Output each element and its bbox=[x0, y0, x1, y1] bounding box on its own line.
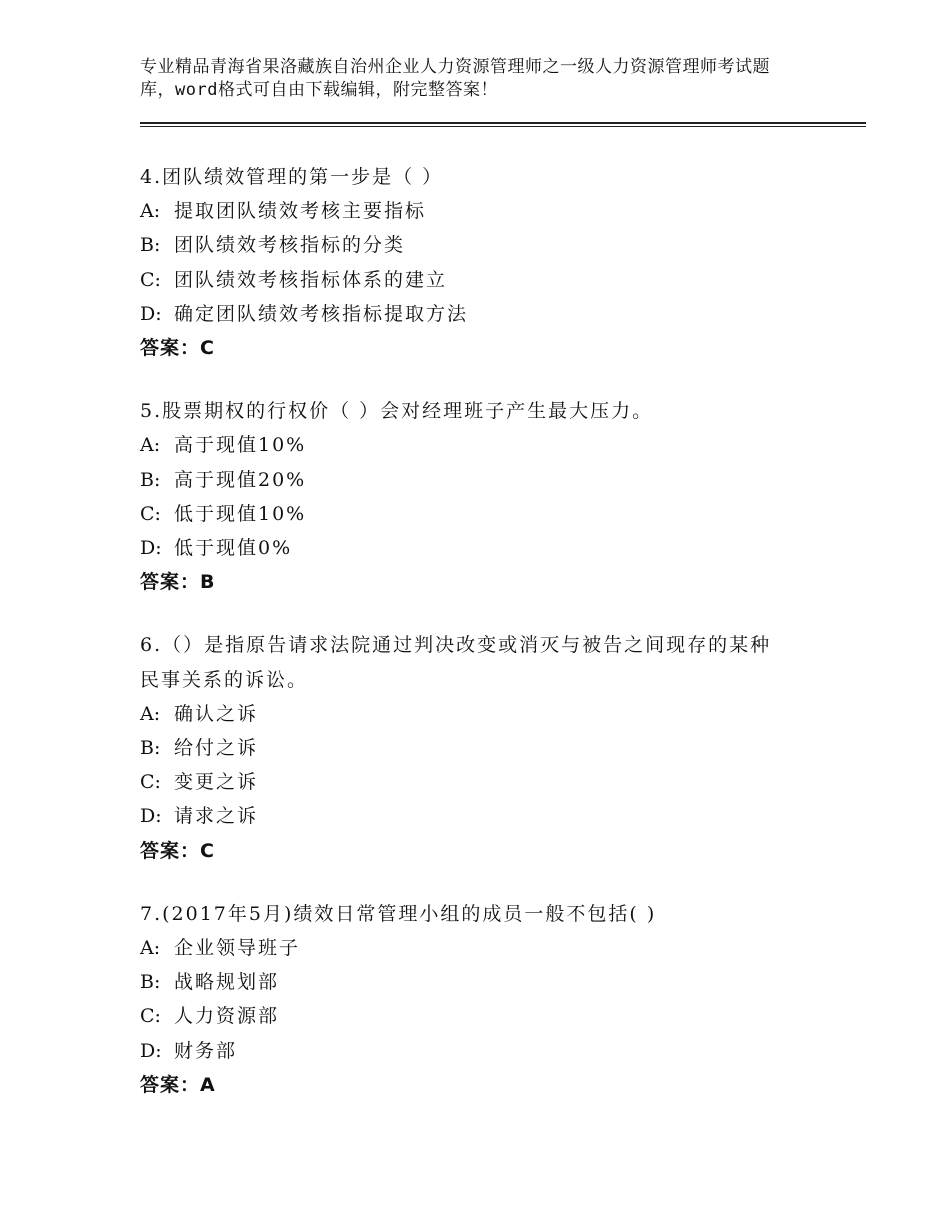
option-letter: D: bbox=[140, 537, 162, 560]
option-b bbox=[140, 463, 820, 497]
option-c bbox=[140, 765, 820, 799]
option-c bbox=[140, 263, 820, 297]
question-7 bbox=[140, 897, 820, 1102]
option-letter: C: bbox=[140, 268, 161, 291]
option-text: 高于现值20% bbox=[174, 468, 307, 491]
answer-label: 答案：A bbox=[140, 1073, 216, 1096]
question-list bbox=[140, 160, 820, 1131]
option-letter: B: bbox=[140, 234, 161, 257]
option-a bbox=[140, 931, 820, 965]
option-text: 团队绩效考核指标的分类 bbox=[174, 234, 406, 257]
option-b bbox=[140, 965, 820, 999]
option-letter: A: bbox=[140, 937, 161, 960]
answer-label: 答案：C bbox=[140, 337, 215, 360]
option-text: 企业领导班子 bbox=[174, 937, 301, 960]
question-stem-continued: 民事关系的诉讼。 bbox=[140, 668, 309, 691]
option-letter: A: bbox=[140, 434, 161, 457]
answer-label: 答案：B bbox=[140, 571, 216, 594]
option-text: 确定团队绩效考核指标提取方法 bbox=[174, 302, 469, 325]
option-letter: B: bbox=[140, 971, 161, 994]
option-d bbox=[140, 531, 820, 565]
option-letter: C: bbox=[140, 502, 161, 525]
option-text: 变更之诉 bbox=[174, 771, 259, 794]
option-a bbox=[140, 697, 820, 731]
header-divider-thick bbox=[140, 122, 866, 124]
question-stem: 7.(2017年5月)绩效日常管理小组的成员一般不包括( ) bbox=[140, 902, 657, 925]
option-letter: C: bbox=[140, 771, 161, 794]
header-divider-thin bbox=[140, 126, 866, 127]
question-5 bbox=[140, 394, 820, 599]
answer-label: 答案：C bbox=[140, 839, 215, 862]
option-letter: A: bbox=[140, 702, 161, 725]
option-text: 提取团队绩效考核主要指标 bbox=[174, 200, 427, 223]
option-text: 低于现值0% bbox=[174, 537, 293, 560]
option-letter: C: bbox=[140, 1005, 161, 1028]
option-text: 人力资源部 bbox=[174, 1005, 280, 1028]
option-text: 给付之诉 bbox=[174, 737, 259, 760]
question-4 bbox=[140, 160, 820, 365]
option-c bbox=[140, 497, 820, 531]
option-b bbox=[140, 731, 820, 765]
option-letter: A: bbox=[140, 200, 161, 223]
option-c bbox=[140, 999, 820, 1033]
question-stem: 6.（）是指原告请求法院通过判决改变或消灭与被告之间现存的某种 bbox=[140, 634, 772, 657]
option-text: 高于现值10% bbox=[174, 434, 307, 457]
question-6 bbox=[140, 628, 820, 867]
option-d bbox=[140, 1034, 820, 1068]
option-text: 战略规划部 bbox=[174, 971, 280, 994]
option-text: 确认之诉 bbox=[174, 702, 259, 725]
question-stem: 4.团队绩效管理的第一步是（ ） bbox=[140, 166, 444, 188]
option-a bbox=[140, 428, 820, 462]
option-letter: B: bbox=[140, 737, 161, 760]
header-line-1: 专业精品青海省果洛藏族自治州企业人力资源管理师之一级人力资源管理师考试题 bbox=[140, 57, 770, 77]
option-text: 低于现值10% bbox=[174, 502, 307, 525]
question-stem: 5.股票期权的行权价（ ）会对经理班子产生最大压力。 bbox=[140, 400, 654, 423]
option-letter: D: bbox=[140, 805, 162, 828]
option-letter: D: bbox=[140, 1039, 162, 1062]
option-letter: B: bbox=[140, 468, 161, 491]
option-b bbox=[140, 228, 820, 262]
option-letter: D: bbox=[140, 302, 162, 325]
option-text: 团队绩效考核指标体系的建立 bbox=[174, 268, 448, 291]
header-line-2: 库，word格式可自由下载编辑，附完整答案！ bbox=[140, 80, 498, 100]
option-a bbox=[140, 194, 820, 228]
option-d bbox=[140, 799, 820, 833]
document-header bbox=[140, 56, 840, 102]
option-d bbox=[140, 297, 820, 331]
option-text: 财务部 bbox=[174, 1039, 238, 1062]
option-text: 请求之诉 bbox=[174, 805, 259, 828]
